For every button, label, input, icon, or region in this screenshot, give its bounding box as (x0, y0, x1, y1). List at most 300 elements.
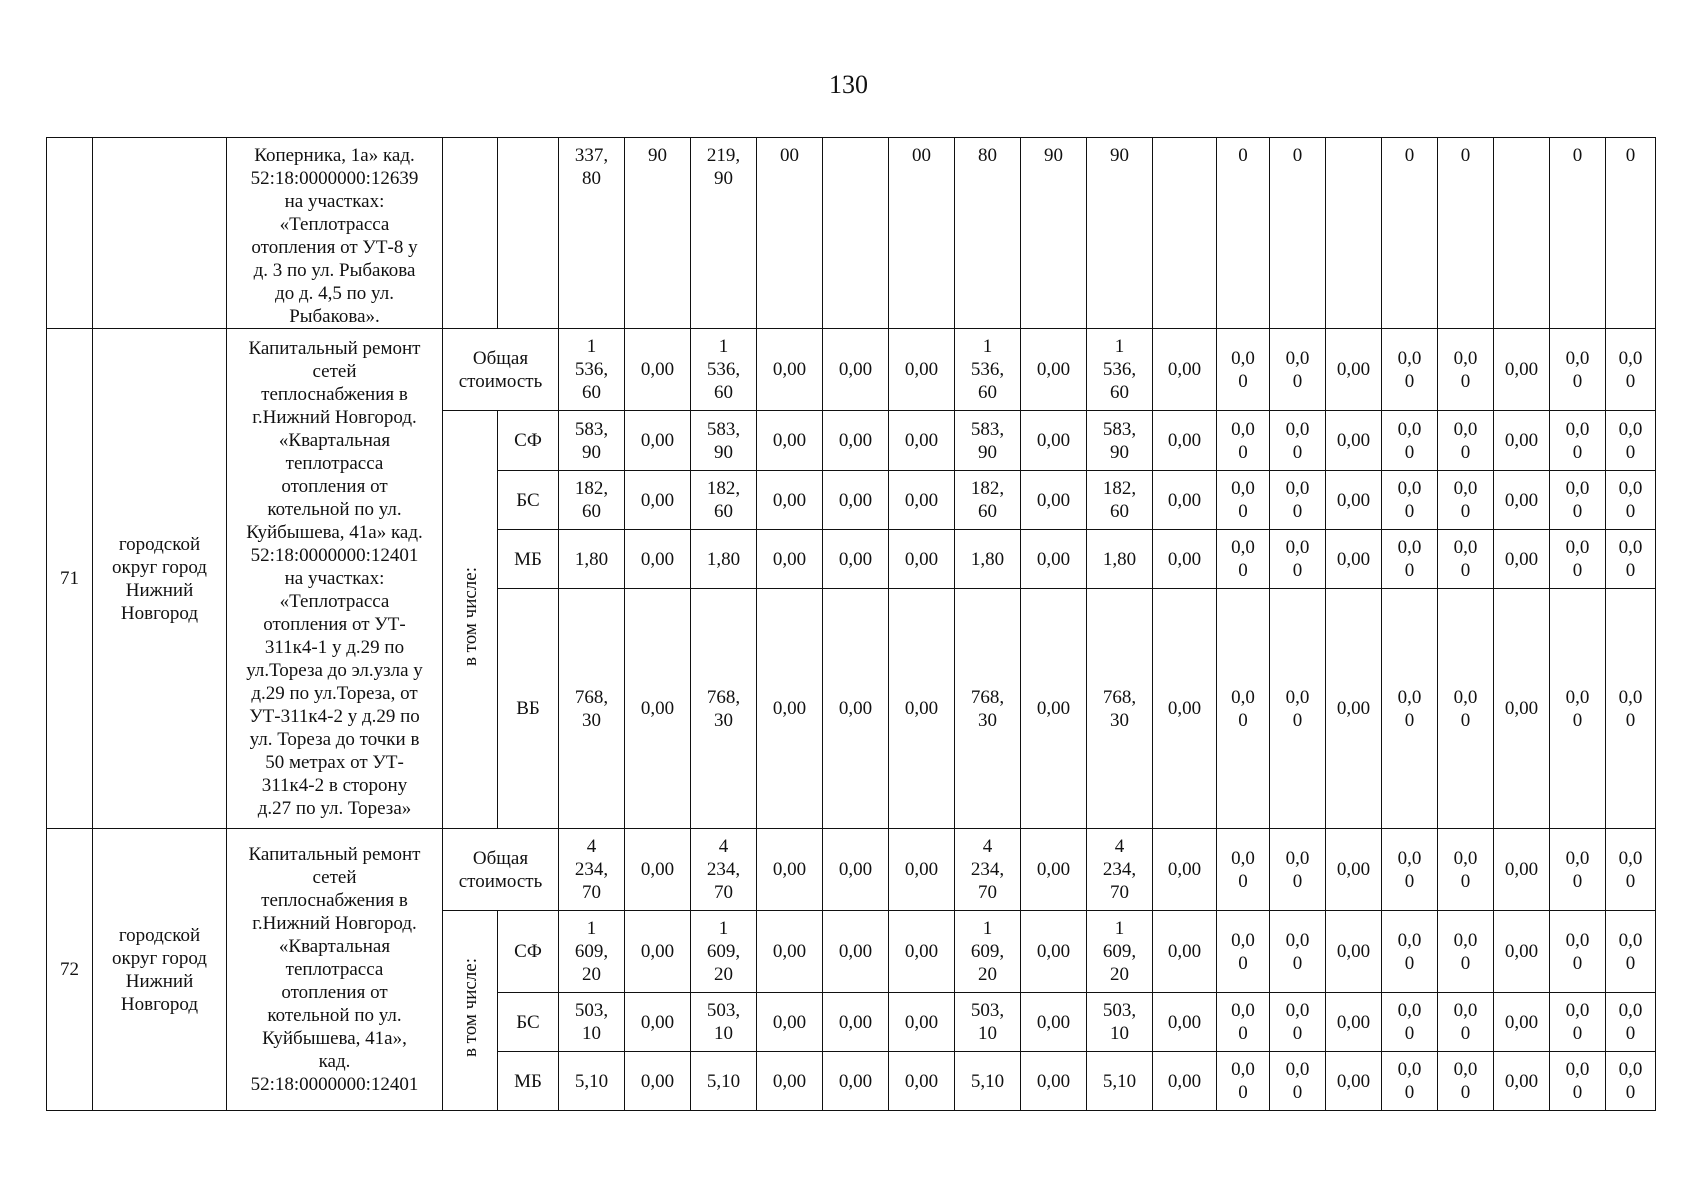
value-cell-text: 0,0 0 (1397, 929, 1422, 974)
value-cell (625, 993, 691, 1052)
value-cell (955, 329, 1021, 411)
value-cell-text: 0,0 0 (1453, 1000, 1478, 1044)
value-cell-text: 0,00 (904, 698, 939, 719)
funding-source-label-text: МБ (514, 1070, 542, 1092)
row-number-cell (47, 329, 93, 829)
value-cell (1270, 471, 1326, 530)
value-cell-text: 0,00 (772, 1070, 807, 1092)
value-cell-text: 0,00 (1036, 359, 1071, 380)
value-cell-text: 503, 10 (706, 1000, 741, 1044)
value-cell-text: 0,0 0 (1618, 478, 1643, 522)
value-cell (1606, 471, 1656, 530)
value-cell-text: 0,0 0 (1397, 478, 1422, 522)
value-cell (1438, 589, 1494, 829)
value-cell (757, 530, 823, 589)
value-cell (1021, 993, 1087, 1052)
value-cell-text: 0,0 0 (1285, 1000, 1310, 1044)
value-cell-text: 0,00 (838, 548, 873, 570)
value-cell (1438, 530, 1494, 589)
value-cell-text: 0,0 0 (1453, 847, 1478, 892)
value-cell (1606, 138, 1656, 329)
value-cell-text: 0,0 0 (1453, 478, 1478, 522)
value-cell-text: 1 536, 60 (574, 336, 609, 403)
value-cell-text: 0,0 0 (1618, 847, 1643, 892)
value-cell (1606, 411, 1656, 471)
value-cell (757, 589, 823, 829)
value-cell (559, 911, 625, 993)
value-cell-text: 0,00 (904, 489, 939, 511)
value-cell (1087, 1052, 1153, 1111)
value-cell (1153, 1052, 1217, 1111)
table-row-continued (47, 138, 1656, 329)
value-cell (1326, 1052, 1382, 1111)
value-cell (1153, 829, 1217, 911)
value-cell-text: 1 609, 20 (574, 918, 609, 985)
value-cell (1153, 471, 1217, 530)
value-cell-text: 0,00 (1336, 489, 1371, 511)
value-cell (757, 471, 823, 530)
value-cell (889, 589, 955, 829)
value-cell (1087, 829, 1153, 911)
value-cell-text: 0,0 0 (1285, 347, 1310, 392)
value-cell-text: 0,00 (640, 359, 675, 380)
value-cell-text: 768, 30 (970, 686, 1005, 731)
value-cell-text: 0,00 (640, 1011, 675, 1033)
value-cell (823, 471, 889, 530)
row-number-cell-text: 72 (60, 959, 79, 980)
value-cell (1087, 329, 1153, 411)
value-cell (559, 993, 625, 1052)
value-cell (1326, 411, 1382, 471)
value-cell-text: 219, 90 (706, 145, 741, 189)
value-cell-text: 0,00 (904, 359, 939, 380)
value-cell-text: 0,00 (1504, 698, 1539, 719)
value-cell (1217, 829, 1270, 911)
value-cell-text: 0,00 (1336, 698, 1371, 719)
value-cell (1270, 530, 1326, 589)
value-cell (955, 411, 1021, 471)
value-cell-text: 1 609, 20 (970, 918, 1005, 985)
value-cell (823, 329, 889, 411)
funding-source-label (498, 589, 559, 829)
value-cell (889, 1052, 955, 1111)
value-cell (625, 530, 691, 589)
value-cell-text: 182, 60 (1102, 478, 1137, 522)
value-cell-text: 0,00 (1504, 1011, 1539, 1033)
value-cell (889, 829, 955, 911)
value-cell (691, 411, 757, 471)
value-cell-text: 0,0 0 (1231, 1059, 1255, 1103)
value-cell (1153, 530, 1217, 589)
value-cell-text: 0,00 (838, 359, 873, 380)
value-cell (1494, 829, 1550, 911)
value-cell (1326, 329, 1382, 411)
value-cell (1494, 411, 1550, 471)
value-cell-text: 337, 80 (574, 145, 609, 189)
value-cell (1438, 471, 1494, 530)
value-cell-text: 0,0 0 (1231, 537, 1255, 581)
value-cell-text: 583, 90 (970, 418, 1005, 463)
value-cell-text: 00 (912, 145, 931, 166)
value-cell (1606, 829, 1656, 911)
value-cell (1382, 1052, 1438, 1111)
value-cell (1382, 471, 1438, 530)
value-cell (1021, 138, 1087, 329)
value-cell (757, 993, 823, 1052)
value-cell (823, 411, 889, 471)
value-cell (757, 138, 823, 329)
value-cell (823, 1052, 889, 1111)
value-cell (559, 411, 625, 471)
value-cell-text: 0,00 (1504, 548, 1539, 570)
value-cell (1550, 911, 1606, 993)
funding-source-label-text: СФ (514, 430, 542, 451)
value-cell (955, 829, 1021, 911)
value-cell-text: 503, 10 (1102, 1000, 1137, 1044)
value-cell (889, 530, 955, 589)
value-cell (1153, 993, 1217, 1052)
value-cell-text: 0,0 0 (1565, 929, 1590, 974)
value-cell (1087, 411, 1153, 471)
value-cell (1021, 471, 1087, 530)
value-cell-text: 0,00 (1167, 1070, 1202, 1092)
value-cell-text: 0,00 (640, 859, 675, 880)
value-cell-text: 583, 90 (706, 418, 741, 463)
value-cell (955, 138, 1021, 329)
value-cell-text: 0,00 (1036, 548, 1071, 570)
value-cell (1606, 993, 1656, 1052)
value-cell-text: 0,00 (1504, 859, 1539, 880)
value-cell-text: 5,10 (1102, 1070, 1137, 1092)
value-cell (1494, 589, 1550, 829)
value-cell (1217, 411, 1270, 471)
funding-source-label-text: МБ (514, 548, 542, 570)
value-cell (625, 411, 691, 471)
value-cell (1021, 829, 1087, 911)
funding-source-label (498, 471, 559, 530)
value-cell-text: 0,00 (1504, 359, 1539, 380)
value-cell (823, 993, 889, 1052)
value-cell (691, 1052, 757, 1111)
value-cell-text: 0,00 (772, 698, 807, 719)
value-cell-text: 0,0 0 (1397, 1000, 1422, 1044)
value-cell (625, 589, 691, 829)
value-cell-text: 0 (1404, 145, 1415, 166)
value-cell (955, 589, 1021, 829)
value-cell-text: 182, 60 (970, 478, 1005, 522)
description-cell-text: Капитальный ремонт сетей теплоснабжения в г.Нижний Новгород. «Квартальная теплотрасса отопления от котельной по ул. Куйбышева, 41а» кад. 52:18:0000000:12401 на участках: «Теплотрасса отопления от УТ- 311к4-1 у д.29 по ул.Тореза до эл.узла у д.29 по ул.Тореза, от УТ-311к4-2 у д.29 по ул. Тореза до точки в 50 метрах от УТ- 311к4-2 в сторону д.27 по ул. Тореза» (246, 338, 423, 819)
value-cell-text: 1 609, 20 (706, 918, 741, 985)
value-cell (1382, 138, 1438, 329)
value-cell-text: 0,0 0 (1618, 1000, 1643, 1044)
value-cell (1021, 530, 1087, 589)
value-cell-text: 1,80 (970, 548, 1005, 570)
value-cell (757, 1052, 823, 1111)
value-cell (1326, 471, 1382, 530)
value-cell (1326, 589, 1382, 829)
value-cell (1494, 138, 1550, 329)
value-cell (1382, 530, 1438, 589)
value-cell-text: 0,00 (772, 859, 807, 880)
value-cell (1382, 911, 1438, 993)
value-cell-text: 0,0 0 (1397, 847, 1422, 892)
value-cell (823, 911, 889, 993)
including-label-cell (443, 911, 498, 1111)
value-cell-text: 0,00 (838, 859, 873, 880)
value-cell (559, 138, 625, 329)
value-cell (691, 589, 757, 829)
value-cell (1606, 589, 1656, 829)
value-cell-text: 1,80 (1102, 548, 1137, 570)
value-cell (559, 471, 625, 530)
value-cell (1438, 911, 1494, 993)
value-cell (1438, 329, 1494, 411)
value-cell-text: 0,0 0 (1453, 929, 1478, 974)
value-cell-text: 503, 10 (574, 1000, 609, 1044)
label-cell (498, 138, 559, 329)
funding-source-label-text: БС (516, 1011, 540, 1033)
value-cell-text: 0,0 0 (1565, 1000, 1590, 1044)
value-cell-text: 0,00 (838, 698, 873, 719)
value-cell-text: 4 234, 70 (970, 836, 1005, 903)
value-cell (889, 411, 955, 471)
value-cell-text: 768, 30 (574, 686, 609, 731)
value-cell (1217, 1052, 1270, 1111)
value-cell (1087, 589, 1153, 829)
value-cell-text: 0,00 (1036, 698, 1071, 719)
value-cell (1270, 411, 1326, 471)
value-cell-text: 5,10 (706, 1070, 741, 1092)
value-cell (559, 530, 625, 589)
value-cell (1087, 530, 1153, 589)
value-cell (691, 471, 757, 530)
value-cell (691, 329, 757, 411)
value-cell (1270, 329, 1326, 411)
row-number-cell (47, 829, 93, 1111)
value-cell-text: 0,0 0 (1453, 418, 1478, 463)
value-cell-text: 5,10 (970, 1070, 1005, 1092)
description-cell (227, 829, 443, 1111)
value-cell-text: 0,00 (1336, 941, 1371, 962)
municipality-cell (93, 329, 227, 829)
value-cell-text: 0 (1292, 145, 1303, 166)
value-cell (1382, 589, 1438, 829)
value-cell (1494, 993, 1550, 1052)
funding-source-label (498, 1052, 559, 1111)
value-cell (757, 329, 823, 411)
value-cell (1382, 329, 1438, 411)
value-cell-text: 0,00 (1504, 941, 1539, 962)
value-cell-text: 0,0 0 (1565, 686, 1590, 731)
value-cell-text: 0,00 (1336, 430, 1371, 451)
value-cell-text: 0,0 0 (1565, 418, 1590, 463)
value-cell (1326, 829, 1382, 911)
value-cell (823, 530, 889, 589)
value-cell-text: 0,0 0 (1285, 1059, 1310, 1103)
value-cell-text: 0,00 (772, 1011, 807, 1033)
value-cell-text: 0,0 0 (1397, 1059, 1422, 1103)
value-cell (1438, 411, 1494, 471)
value-cell (1382, 411, 1438, 471)
value-cell-text: 0,00 (1336, 548, 1371, 570)
value-cell-text: 90 (648, 145, 667, 166)
value-cell-text: 0,00 (904, 1011, 939, 1033)
value-cell-text: 1 609, 20 (1102, 918, 1137, 985)
value-cell (625, 911, 691, 993)
value-cell (625, 138, 691, 329)
value-cell-text: 0,00 (772, 489, 807, 511)
value-cell (823, 829, 889, 911)
including-label: в том числе: (459, 957, 481, 1058)
value-cell (691, 911, 757, 993)
value-cell-text: 0,0 0 (1453, 686, 1478, 731)
value-cell (1606, 329, 1656, 411)
value-cell (1021, 329, 1087, 411)
value-cell (1153, 138, 1217, 329)
value-cell-text: 0,00 (904, 941, 939, 962)
value-cell (691, 530, 757, 589)
value-cell-text: 0,00 (904, 859, 939, 880)
value-cell-text: 0,0 0 (1285, 847, 1310, 892)
value-cell-text: 0,00 (904, 430, 939, 451)
value-cell-text: 0,00 (1036, 430, 1071, 451)
funding-source-label-text: БС (516, 489, 540, 511)
value-cell (1153, 411, 1217, 471)
value-cell (1217, 993, 1270, 1052)
municipality-cell (93, 138, 227, 329)
value-cell-text: 0,0 0 (1618, 418, 1643, 463)
value-cell-text: 0,0 0 (1285, 686, 1310, 731)
value-cell (1217, 589, 1270, 829)
value-cell (1217, 471, 1270, 530)
value-cell (1606, 530, 1656, 589)
value-cell (1270, 829, 1326, 911)
value-cell (1326, 993, 1382, 1052)
value-cell (691, 829, 757, 911)
value-cell-text: 0,00 (1167, 359, 1202, 380)
value-cell-text: 0,00 (1167, 1011, 1202, 1033)
row-number-cell (47, 138, 93, 329)
value-cell-text: 0,0 0 (1565, 347, 1590, 392)
value-cell (1217, 138, 1270, 329)
value-cell-text: 0,00 (904, 548, 939, 570)
value-cell-text: 0,0 0 (1565, 847, 1590, 892)
value-cell (1087, 471, 1153, 530)
value-cell (1550, 138, 1606, 329)
value-cell (1438, 138, 1494, 329)
funding-source-label (498, 411, 559, 471)
value-cell-text: 182, 60 (574, 478, 609, 522)
value-cell-text: 0,00 (640, 548, 675, 570)
value-cell-text: 0,0 0 (1453, 347, 1478, 392)
value-cell-text: 0,00 (640, 698, 675, 719)
cost-table (46, 137, 1656, 1111)
value-cell (625, 829, 691, 911)
value-cell (559, 1052, 625, 1111)
value-cell (691, 993, 757, 1052)
value-cell (1550, 411, 1606, 471)
value-cell (1326, 530, 1382, 589)
value-cell-text: 0 (1238, 145, 1248, 166)
including-label: в том числе: (459, 566, 481, 667)
value-cell (1021, 411, 1087, 471)
value-cell-text: 0,00 (640, 941, 675, 962)
value-cell-text: 0,00 (1167, 430, 1202, 451)
value-cell-text: 1,80 (706, 548, 741, 570)
value-cell (1494, 911, 1550, 993)
value-cell-text: 583, 90 (574, 418, 609, 463)
value-cell-text: 5,10 (574, 1070, 609, 1092)
value-cell-text: 0,0 0 (1618, 929, 1643, 974)
value-cell (1550, 993, 1606, 1052)
value-cell-text: 0,00 (1167, 698, 1202, 719)
row-number-cell-text: 71 (60, 568, 79, 589)
value-cell-text: 0,0 0 (1285, 537, 1310, 581)
value-cell-text: 0,0 0 (1231, 347, 1255, 392)
value-cell-text: 0,0 0 (1565, 478, 1590, 522)
value-cell-text: 0,00 (838, 1011, 873, 1033)
value-cell (1494, 471, 1550, 530)
value-cell (955, 1052, 1021, 1111)
value-cell-text: 503, 10 (970, 1000, 1005, 1044)
value-cell (1021, 1052, 1087, 1111)
value-cell (1326, 138, 1382, 329)
value-cell (889, 138, 955, 329)
value-cell (625, 471, 691, 530)
value-cell (1270, 589, 1326, 829)
value-cell-text: 0,00 (1036, 1070, 1071, 1092)
total-cost-label-text: Общая стоимость (458, 847, 543, 892)
value-cell (1326, 911, 1382, 993)
value-cell (1217, 329, 1270, 411)
value-cell-text: 0,00 (772, 359, 807, 380)
description-cell (227, 329, 443, 829)
value-cell-text: 0,0 0 (1565, 1059, 1590, 1103)
funding-source-label (498, 911, 559, 993)
value-cell-text: 0,0 0 (1565, 537, 1590, 581)
value-cell-text: 0,0 0 (1231, 478, 1255, 522)
value-cell (1270, 1052, 1326, 1111)
value-cell-text: 0,0 0 (1231, 847, 1255, 892)
description-cell (227, 138, 443, 329)
value-cell (1494, 530, 1550, 589)
value-cell-text: 0,00 (1036, 941, 1071, 962)
value-cell-text: 0,00 (1336, 1011, 1371, 1033)
value-cell-text: 4 234, 70 (1102, 836, 1137, 903)
value-cell-text: 90 (1044, 145, 1063, 166)
value-cell-text: 182, 60 (706, 478, 741, 522)
table-row (47, 829, 1656, 911)
value-cell (1438, 993, 1494, 1052)
value-cell (1270, 138, 1326, 329)
value-cell (1550, 530, 1606, 589)
value-cell-text: 0,00 (1336, 859, 1371, 880)
value-cell-text: 0,00 (1504, 430, 1539, 451)
value-cell-text: 0,00 (640, 1070, 675, 1092)
value-cell-text: 0,00 (1036, 1011, 1071, 1033)
value-cell-text: 0,00 (838, 430, 873, 451)
value-cell (1382, 829, 1438, 911)
value-cell (1087, 911, 1153, 993)
label-cell (443, 138, 498, 329)
funding-source-label (498, 993, 559, 1052)
municipality-cell (93, 829, 227, 1111)
value-cell-text: 0,0 0 (1231, 418, 1255, 463)
value-cell (1550, 471, 1606, 530)
value-cell-text: 0,00 (838, 941, 873, 962)
value-cell (1087, 993, 1153, 1052)
value-cell (1606, 911, 1656, 993)
